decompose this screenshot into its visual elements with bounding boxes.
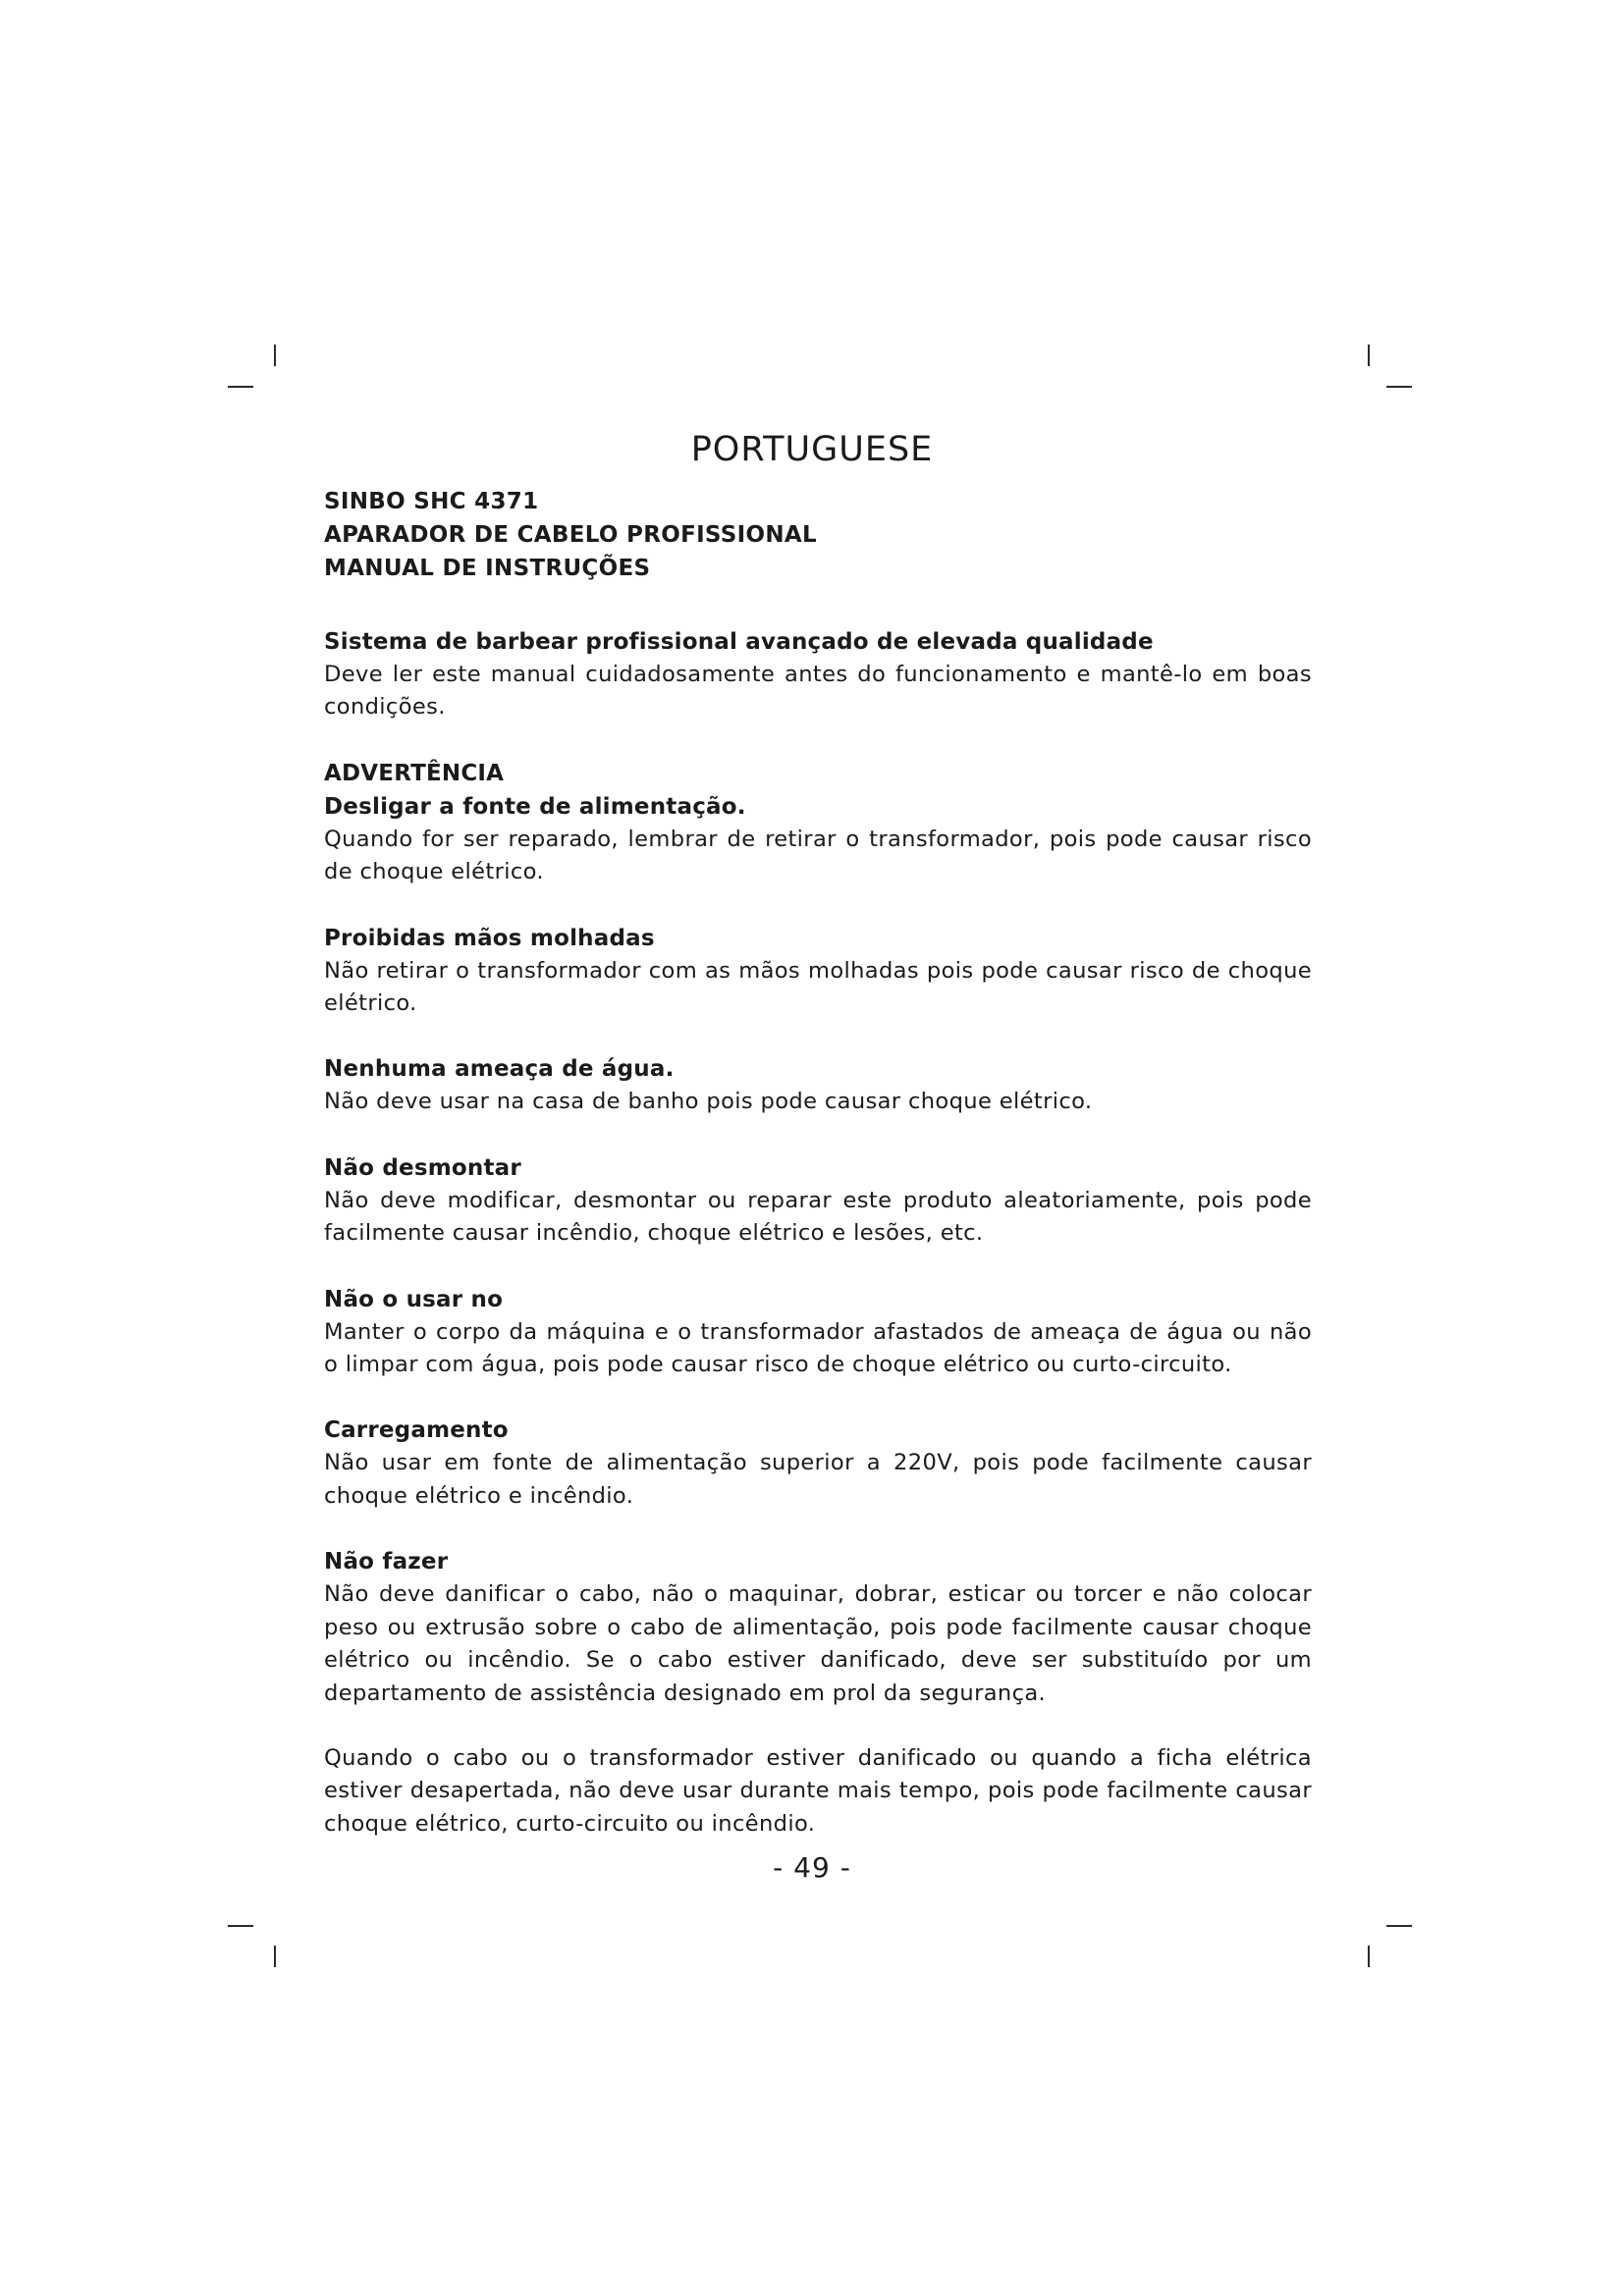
crop-mark-bottom-right-vertical (1368, 1946, 1370, 1967)
section-disassemble (324, 1151, 1312, 1251)
section-intro (324, 625, 1312, 724)
section-body: Não deve danificar o cabo, não o maquinar, dobrar, esticar ou torcer e não colocar peso ou extrusão sobre o cabo de alimentação, pois pode facilmente causar choque elétrico ou incêndio. Se o cabo estiver danificado, deve ser substituído por um departamento de assistência designado em prol da segurança. (324, 1581, 1312, 1706)
section-body: Não usar em fonte de alimentação superior a 220V, pois pode facilmente causar choque elétrico e incêndio. (324, 1450, 1312, 1509)
section-water (324, 1052, 1312, 1118)
section-body: Não deve usar na casa de banho pois pode causar choque elétrico. (324, 1089, 1093, 1115)
section-usage (324, 1283, 1312, 1382)
page-number: - 49 - (773, 1851, 851, 1884)
section-body: Não retirar o transformador com as mãos molhadas pois pode causar risco de choque elétrico. (324, 957, 1312, 1017)
section-title: Não o usar no (324, 1286, 504, 1312)
manual-heading: MANUAL DE INSTRUÇÕES (324, 556, 651, 581)
crop-mark-top-right-horizontal (1386, 386, 1412, 388)
section-charging (324, 1414, 1312, 1513)
section-title: Proibidas mãos molhadas (324, 925, 655, 951)
section-warning (324, 757, 1312, 889)
section-title: Não fazer (324, 1549, 449, 1575)
section-body: Quando for ser reparado, lembrar de retirar o transformador, pois pode causar risco de choque elétrico. (324, 826, 1312, 885)
crop-mark-top-left-horizontal (228, 386, 253, 388)
section-title: Não desmontar (324, 1154, 521, 1181)
section-title: ADVERTÊNCIA (324, 760, 505, 786)
section-body: Deve ler este manual cuidadosamente antes do funcionamento e mantê-lo em boas condições. (324, 662, 1312, 721)
crop-mark-bottom-right-horizontal (1386, 1925, 1412, 1927)
document-body (324, 485, 1312, 1841)
section-title: Carregamento (324, 1417, 509, 1444)
crop-mark-bottom-left-vertical (274, 1946, 276, 1967)
section-title: Sistema de barbear profissional avançado de elevada qualidade (324, 629, 1154, 655)
section-body: Quando o cabo ou o transformador estiver danificado ou quando a ficha elétrica estiver desapertada, não deve usar durante mais tempo, pois pode facilmente causar choque elétrico, curto-circuito ou incêndio. (324, 1744, 1312, 1837)
section-body: Não deve modificar, desmontar ou reparar este produto aleatoriamente, pois pode facilmente causar incêndio, choque elétrico e lesões, etc. (324, 1187, 1312, 1247)
section-do-not (324, 1545, 1312, 1710)
page-title: PORTUGUESE (690, 430, 934, 469)
crop-mark-bottom-left-horizontal (228, 1925, 253, 1927)
section-subtitle: Desligar a fonte de alimentação. (324, 793, 746, 820)
model-heading: SINBO SHC 4371 (324, 489, 539, 514)
crop-mark-top-right-vertical (1368, 345, 1370, 366)
section-damaged-cable (324, 1742, 1312, 1841)
crop-mark-top-left-vertical (274, 345, 276, 366)
product-heading: APARADOR DE CABELO PROFISSIONAL (324, 522, 817, 548)
section-wet-hands (324, 922, 1312, 1021)
section-title: Nenhuma ameaça de água. (324, 1056, 675, 1083)
section-body: Manter o corpo da máquina e o transformador afastados de ameaça de água ou não o limpar com água, pois pode causar risco de choque elétrico ou curto-circuito. (324, 1318, 1312, 1378)
